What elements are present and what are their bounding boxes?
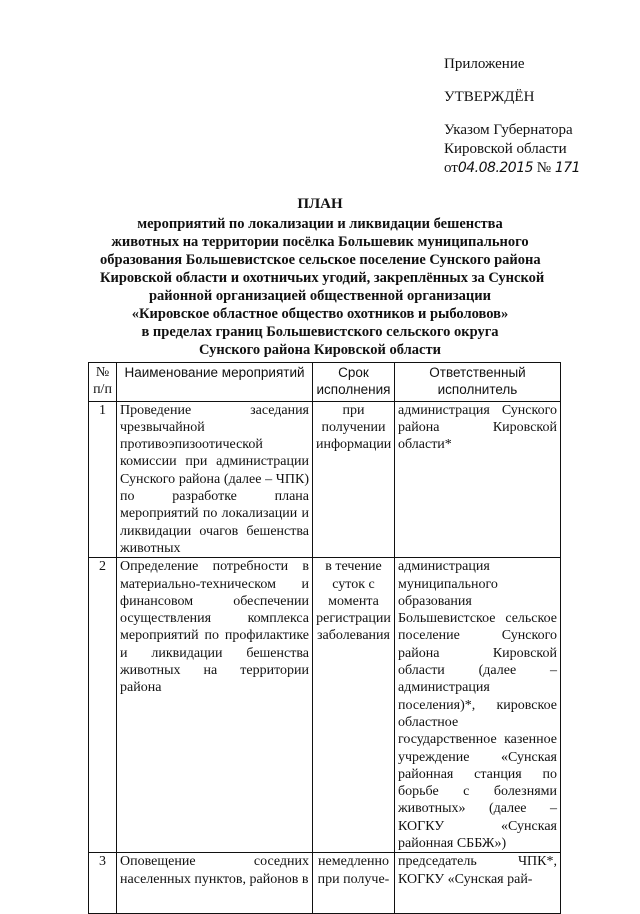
- row-num: 3: [89, 853, 117, 914]
- row-name: Оповещение соседних населенных пунктов, районов в: [117, 853, 313, 914]
- row-resp: администрация Сунского района Кировской области*: [395, 401, 561, 558]
- row-resp: председатель ЧПК*, КОГКУ «Сунская рай-: [395, 853, 561, 914]
- title-line: Сунского района Кировской области: [199, 342, 441, 358]
- decree-line-1: Указом Губернатора: [444, 122, 573, 138]
- table-header-row: [89, 363, 561, 402]
- decree-date-number: [444, 159, 580, 178]
- title-main: ПЛАН: [297, 196, 343, 212]
- title-line: районной организацией общественной организации: [148, 288, 492, 304]
- header-resp: Ответственный исполнитель: [395, 363, 561, 402]
- header-term: Срок исполнения: [313, 363, 395, 402]
- row-name: Определение потребности в материально-техническом и финансовом обеспечении осуществления комплекса мероприятий по профилактике и ликвидации бешенства животных на территории района: [117, 558, 313, 853]
- handwritten-number: 171: [554, 160, 581, 176]
- date-prefix: от: [444, 160, 458, 176]
- row-resp: администрация муниципального образования Большевистское сельское поселение Сунского района Кировской области (далее – администрация поселения)*, кировское областное государственное казенное учреждение «Сунская районная станция по борьбе с болезнями животных» (далее – КОГКУ «Сунская районная СББЖ»): [395, 558, 561, 853]
- title-line: в пределах границ Большевистского сельского округа: [141, 324, 499, 340]
- row-num: 2: [89, 558, 117, 853]
- plan-table: [88, 362, 561, 914]
- row-num: 1: [89, 401, 117, 558]
- appendix-label: Приложение: [444, 56, 525, 72]
- header-num: № п/п: [89, 363, 117, 402]
- number-prefix: №: [536, 160, 552, 176]
- row-term: в течение суток с момента регистрации заболевания: [313, 558, 395, 853]
- header-name: Наименование мероприятий: [117, 363, 313, 402]
- table-row: [89, 401, 561, 558]
- row-term: немедленно при получе-: [313, 853, 395, 914]
- approved-label: УТВЕРЖДЁН: [444, 89, 535, 105]
- table-row: [89, 558, 561, 853]
- title-line: Кировской области и охотничьих угодий, закреплённых за Сунской: [100, 270, 545, 286]
- approval-block: [444, 55, 580, 178]
- title-line: животных на территории посёлка Большевик муниципального: [111, 234, 529, 250]
- decree-line-2: Кировской области: [444, 141, 567, 157]
- document-title: [100, 195, 545, 359]
- row-name: Проведение заседания чрезвычайной противоэпизоотической комиссии при администрации Сунского района (далее – ЧПК) по разработке плана мероприятий по локализации и ликвидации очагов бешенства животных: [117, 401, 313, 558]
- handwritten-date: 04.08.2015: [457, 160, 534, 176]
- row-term: при получении информации: [313, 401, 395, 558]
- title-line: мероприятий по локализации и ликвидации бешенства: [137, 216, 503, 232]
- title-line: образования Большевистское сельское поселение Сунского района: [100, 252, 541, 268]
- title-line: «Кировское областное общество охотников и рыболовов»: [131, 306, 509, 322]
